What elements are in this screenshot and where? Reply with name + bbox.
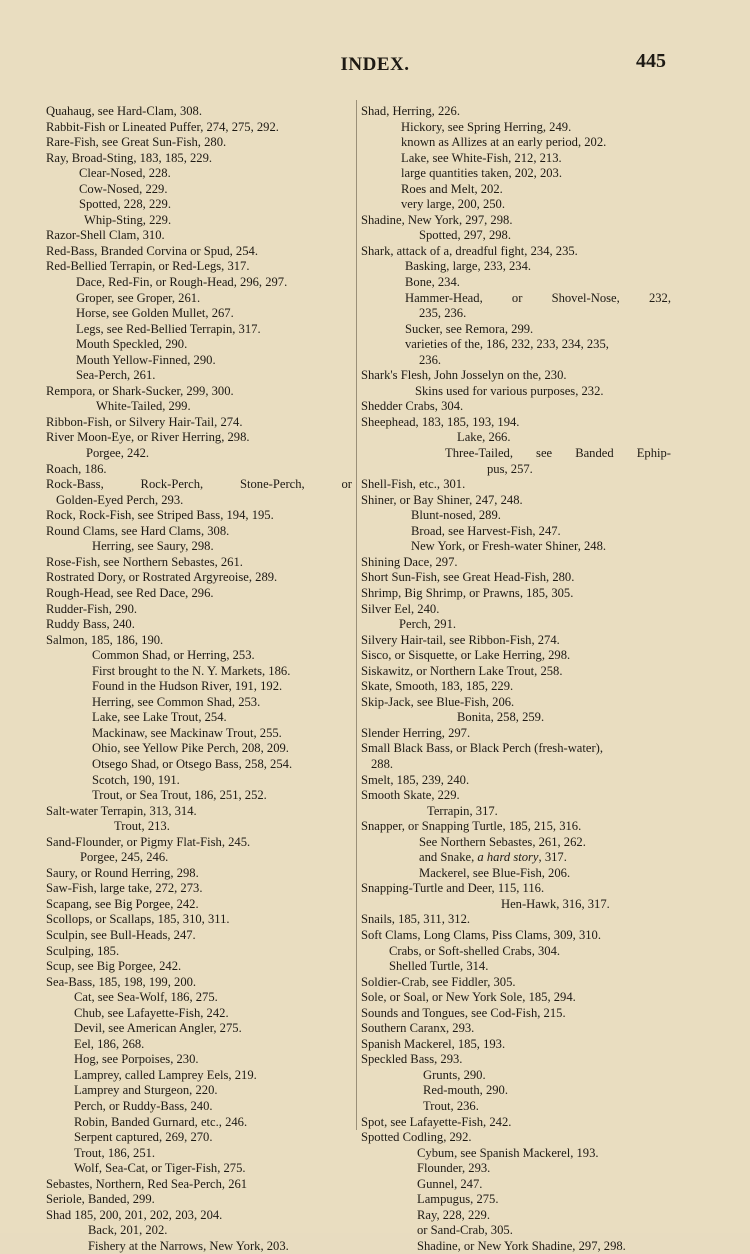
index-entry: Sole, or Soal, or New York Sole, 185, 294. xyxy=(361,990,576,1005)
index-entry: Bone, 234. xyxy=(405,275,460,290)
index-entry: Smelt, 185, 239, 240. xyxy=(361,772,470,787)
index-entry: New York, or Fresh-water Shiner, 248. xyxy=(411,539,607,554)
index-entry: Shell-Fish, etc., 301. xyxy=(361,477,466,492)
index-entry: Lamprey, called Lamprey Eels, 219. xyxy=(74,1067,257,1082)
index-entry: Mouth Yellow-Finned, 290. xyxy=(76,352,216,367)
index-entry: Terrapin, 317. xyxy=(427,803,498,818)
index-entry: Cow-Nosed, 229. xyxy=(79,181,168,196)
index-entry: Scotch, 190, 191. xyxy=(92,772,180,787)
index-entry: Sucker, see Remora, 299. xyxy=(405,321,534,336)
index-entry: Razor-Shell Clam, 310. xyxy=(46,228,165,243)
index-entry: Sea-Bass, 185, 198, 199, 200. xyxy=(46,974,197,989)
index-entry: Mouth Speckled, 290. xyxy=(76,337,188,352)
index-entry: Shadine, New York, 297, 298. xyxy=(361,212,513,227)
index-entry: Devil, see American Angler, 275. xyxy=(74,1021,242,1036)
index-entry: Legs, see Red-Bellied Terrapin, 317. xyxy=(76,321,261,336)
index-entry: Spotted, 297, 298. xyxy=(419,228,512,243)
index-entry: Snapper, or Snapping Turtle, 185, 215, 316. xyxy=(361,819,582,834)
index-column-left xyxy=(46,104,352,1254)
index-entry: Hammer-Head, or Shovel-Nose, 232, xyxy=(405,290,671,305)
index-entry: Shark's Flesh, John Josselyn on the, 230. xyxy=(361,368,567,383)
index-entry: Shad, Herring, 226. xyxy=(361,104,460,118)
index-entry: Red-mouth, 290. xyxy=(423,1083,509,1098)
index-entry: Mackerel, see Blue-Fish, 206. xyxy=(419,865,571,880)
index-entry: Rock, Rock-Fish, see Striped Bass, 194, 195. xyxy=(46,508,274,523)
index-entry: Scapang, see Big Porgee, 242. xyxy=(46,896,199,911)
index-entry: Bonita, 258, 259. xyxy=(457,710,545,725)
index-entry: Basking, large, 233, 234. xyxy=(405,259,532,274)
index-entry: Sculping, 185. xyxy=(46,943,120,958)
index-entry: Golden-Eyed Perch, 293. xyxy=(56,492,184,507)
index-entry: Sheephead, 183, 185, 193, 194. xyxy=(361,414,520,429)
index-entry: Herring, see Saury, 298. xyxy=(92,539,214,554)
index-entry: Perch, or Ruddy-Bass, 240. xyxy=(74,1099,213,1113)
index-entry: Saury, or Round Herring, 298. xyxy=(46,865,199,880)
index-entry: Sisco, or Sisquette, or Lake Herring, 298. xyxy=(361,648,571,663)
index-entry: Ruddy Bass, 240. xyxy=(46,617,135,632)
running-title: INDEX. xyxy=(340,54,410,75)
index-entry: Soft Clams, Long Clams, Piss Clams, 309, 310. xyxy=(361,927,602,942)
index-entry: Robin, Banded Gurnard, etc., 246. xyxy=(74,1114,248,1129)
index-entry: Scup, see Big Porgee, 242. xyxy=(46,959,182,974)
index-entry: Sand-Flounder, or Pigmy Flat-Fish, 245. xyxy=(46,834,251,849)
index-entry: Crabs, or Soft-shelled Crabs, 304. xyxy=(389,943,561,958)
index-entry: Rough-Head, see Red Dace, 296. xyxy=(46,585,214,600)
index-entry: Flounder, 293. xyxy=(417,1161,491,1176)
index-entry: See Northern Sebastes, 261, 262. xyxy=(419,834,586,849)
index-entry: 235, 236. xyxy=(419,306,467,321)
index-entry: Spanish Mackerel, 185, 193. xyxy=(361,1036,506,1051)
index-entry: Soldier-Crab, see Fiddler, 305. xyxy=(361,974,516,989)
index-entry: Sounds and Tongues, see Cod-Fish, 215. xyxy=(361,1005,566,1020)
index-entry: Short Sun-Fish, see Great Head-Fish, 280. xyxy=(361,570,575,585)
index-entry: Hickory, see Spring Herring, 249. xyxy=(401,119,572,134)
index-entry: known as Allizes at an early period, 202. xyxy=(401,135,607,150)
index-entry: pus, 257. xyxy=(487,461,533,476)
index-entry: Shiner, or Bay Shiner, 247, 248. xyxy=(361,492,523,507)
index-entry: Skate, Smooth, 183, 185, 229. xyxy=(361,679,514,694)
index-entry: Rose-Fish, see Northern Sebastes, 261. xyxy=(46,554,243,569)
index-entry: Salmon, 185, 186, 190. xyxy=(46,632,164,647)
index-entry: Scollops, or Scallaps, 185, 310, 311. xyxy=(46,912,230,927)
italic-phrase: a hard story xyxy=(477,850,539,865)
index-entry: Dace, Red-Fin, or Rough-Head, 296, 297. xyxy=(76,275,288,290)
index-entry: Groper, see Groper, 261. xyxy=(76,290,201,305)
index-entry: Eel, 186, 268. xyxy=(74,1036,145,1051)
index-entry: Red-Bellied Terrapin, or Red-Legs, 317. xyxy=(46,259,250,274)
index-entry: Horse, see Golden Mullet, 267. xyxy=(76,306,234,321)
index-entry: Rostrated Dory, or Rostrated Argyreoise, 289. xyxy=(46,570,278,585)
index-entry: Skip-Jack, see Blue-Fish, 206. xyxy=(361,694,515,709)
index-entry: Common Shad, or Herring, 253. xyxy=(92,648,255,663)
index-entry: 236. xyxy=(419,352,442,367)
index-entry: Shad 185, 200, 201, 202, 203, 204. xyxy=(46,1207,223,1222)
index-entry: Smooth Skate, 229. xyxy=(361,788,460,803)
index-entry: Lamprey and Sturgeon, 220. xyxy=(74,1083,218,1098)
index-entry: Ray, Broad-Sting, 183, 185, 229. xyxy=(46,150,213,165)
index-entry: Salt-water Terrapin, 313, 314. xyxy=(46,803,197,818)
index-entry: and Snake, a hard story, 317. xyxy=(419,850,567,865)
index-entry: Cat, see Sea-Wolf, 186, 275. xyxy=(74,990,218,1005)
index-entry: Rabbit-Fish or Lineated Puffer, 274, 275, 292. xyxy=(46,119,279,134)
index-entry: Southern Caranx, 293. xyxy=(361,1021,475,1036)
index-entry: Lake, 266. xyxy=(457,430,511,445)
index-entry: Rock-Bass, Rock-Perch, Stone-Perch, or xyxy=(46,477,352,492)
index-entry: Blunt-nosed, 289. xyxy=(411,508,501,523)
index-entry: Wolf, Sea-Cat, or Tiger-Fish, 275. xyxy=(74,1161,246,1176)
index-entry: Back, 201, 202. xyxy=(88,1223,168,1238)
index-entry: Lake, see White-Fish, 212, 213. xyxy=(401,150,562,165)
index-column-right xyxy=(361,104,671,1254)
index-entry: First brought to the N. Y. Markets, 186. xyxy=(92,663,291,678)
index-entry: Rempora, or Shark-Sucker, 299, 300. xyxy=(46,383,234,398)
index-entry: Porgee, 242. xyxy=(86,446,150,461)
index-entry: Porgee, 245, 246. xyxy=(80,850,169,865)
index-entry: Skins used for various purposes, 232. xyxy=(415,383,604,398)
index-entry: Shadine, or New York Shadine, 297, 298. xyxy=(417,1238,626,1253)
index-entry: very large, 200, 250. xyxy=(401,197,505,212)
index-entry: Spotted Codling, 292. xyxy=(361,1130,472,1145)
index-entry: Broad, see Harvest-Fish, 247. xyxy=(411,523,561,538)
index-entry: Gunnel, 247. xyxy=(417,1176,483,1191)
index-entry: Ribbon-Fish, or Silvery Hair-Tail, 274. xyxy=(46,414,243,429)
index-entry: Quahaug, see Hard-Clam, 308. xyxy=(46,104,202,118)
index-entry: large quantities taken, 202, 203. xyxy=(401,166,563,181)
index-entry: Small Black Bass, or Black Perch (fresh-water), xyxy=(361,741,604,756)
index-entry: Perch, 291. xyxy=(399,617,457,632)
index-entry: Trout, or Sea Trout, 186, 251, 252. xyxy=(92,788,267,803)
index-entry: Shelled Turtle, 314. xyxy=(389,959,489,974)
index-entry: Cybum, see Spanish Mackerel, 193. xyxy=(417,1145,599,1160)
index-entry: Slender Herring, 297. xyxy=(361,725,471,740)
index-entry: Hen-Hawk, 316, 317. xyxy=(501,896,610,911)
index-entry: Red-Bass, Branded Corvina or Spud, 254. xyxy=(46,243,258,258)
index-entry: Trout, 236. xyxy=(423,1099,479,1113)
index-entry: Trout, 186, 251. xyxy=(74,1145,156,1160)
index-entry: Sculpin, see Bull-Heads, 247. xyxy=(46,927,196,942)
index-entry: Fishery at the Narrows, New York, 203. xyxy=(88,1238,289,1253)
index-entry: Saw-Fish, large take, 272, 273. xyxy=(46,881,203,896)
index-entry: Snails, 185, 311, 312. xyxy=(361,912,471,927)
index-entry: Spotted, 228, 229. xyxy=(79,197,172,212)
index-entry: Rare-Fish, see Great Sun-Fish, 280. xyxy=(46,135,227,150)
index-entry: or Sand-Crab, 305. xyxy=(417,1223,513,1238)
index-entry: Round Clams, see Hard Clams, 308. xyxy=(46,523,230,538)
index-entry: Grunts, 290. xyxy=(423,1067,486,1082)
index-entry: Chub, see Lafayette-Fish, 242. xyxy=(74,1005,229,1020)
column-divider xyxy=(356,100,357,1130)
index-entry: Shedder Crabs, 304. xyxy=(361,399,464,414)
index-entry: Serpent captured, 269, 270. xyxy=(74,1130,213,1145)
index-entry: Whip-Sting, 229. xyxy=(84,212,172,227)
index-entry: 288. xyxy=(371,756,394,771)
index-entry: White-Tailed, 299. xyxy=(96,399,191,414)
index-entry: Three-Tailed, see Banded Ephip- xyxy=(445,446,671,461)
index-entry: Silvery Hair-tail, see Ribbon-Fish, 274. xyxy=(361,632,560,647)
index-entry: Snapping-Turtle and Deer, 115, 116. xyxy=(361,881,545,896)
index-entry: Rudder-Fish, 290. xyxy=(46,601,138,616)
index-entry: Ohio, see Yellow Pike Perch, 208, 209. xyxy=(92,741,289,756)
index-entry: Found in the Hudson River, 191, 192. xyxy=(92,679,283,694)
index-entry: Sea-Perch, 261. xyxy=(76,368,156,383)
index-entry: Mackinaw, see Mackinaw Trout, 255. xyxy=(92,725,282,740)
index-entry: Speckled Bass, 293. xyxy=(361,1052,463,1067)
index-entry: Sebastes, Northern, Red Sea-Perch, 261 xyxy=(46,1176,248,1191)
index-entry: Spot, see Lafayette-Fish, 242. xyxy=(361,1114,512,1129)
index-entry: Siskawitz, or Northern Lake Trout, 258. xyxy=(361,663,563,678)
index-entry: Trout, 213. xyxy=(114,819,170,834)
index-entry: Ray, 228, 229. xyxy=(417,1207,490,1222)
index-entry: Roes and Melt, 202. xyxy=(401,181,503,196)
index-entry: Hog, see Porpoises, 230. xyxy=(74,1052,199,1067)
index-entry: Shining Dace, 297. xyxy=(361,554,458,569)
index-entry: Silver Eel, 240. xyxy=(361,601,440,616)
index-entry: Clear-Nosed, 228. xyxy=(79,166,171,181)
index-entry: varieties of the, 186, 232, 233, 234, 235, xyxy=(405,337,609,352)
index-entry: Lampugus, 275. xyxy=(417,1192,499,1207)
index-entry: Roach, 186. xyxy=(46,461,107,476)
index-entry: Shark, attack of a, dreadful fight, 234, 235. xyxy=(361,243,578,258)
index-entry: Seriole, Banded, 299. xyxy=(46,1192,155,1207)
index-entry: Herring, see Common Shad, 253. xyxy=(92,694,261,709)
index-entry: River Moon-Eye, or River Herring, 298. xyxy=(46,430,250,445)
page-number: 445 xyxy=(636,50,666,72)
index-entry: Otsego Shad, or Otsego Bass, 258, 254. xyxy=(92,756,293,771)
index-entry: Lake, see Lake Trout, 254. xyxy=(92,710,227,725)
index-entry: Shrimp, Big Shrimp, or Prawns, 185, 305. xyxy=(361,585,574,600)
